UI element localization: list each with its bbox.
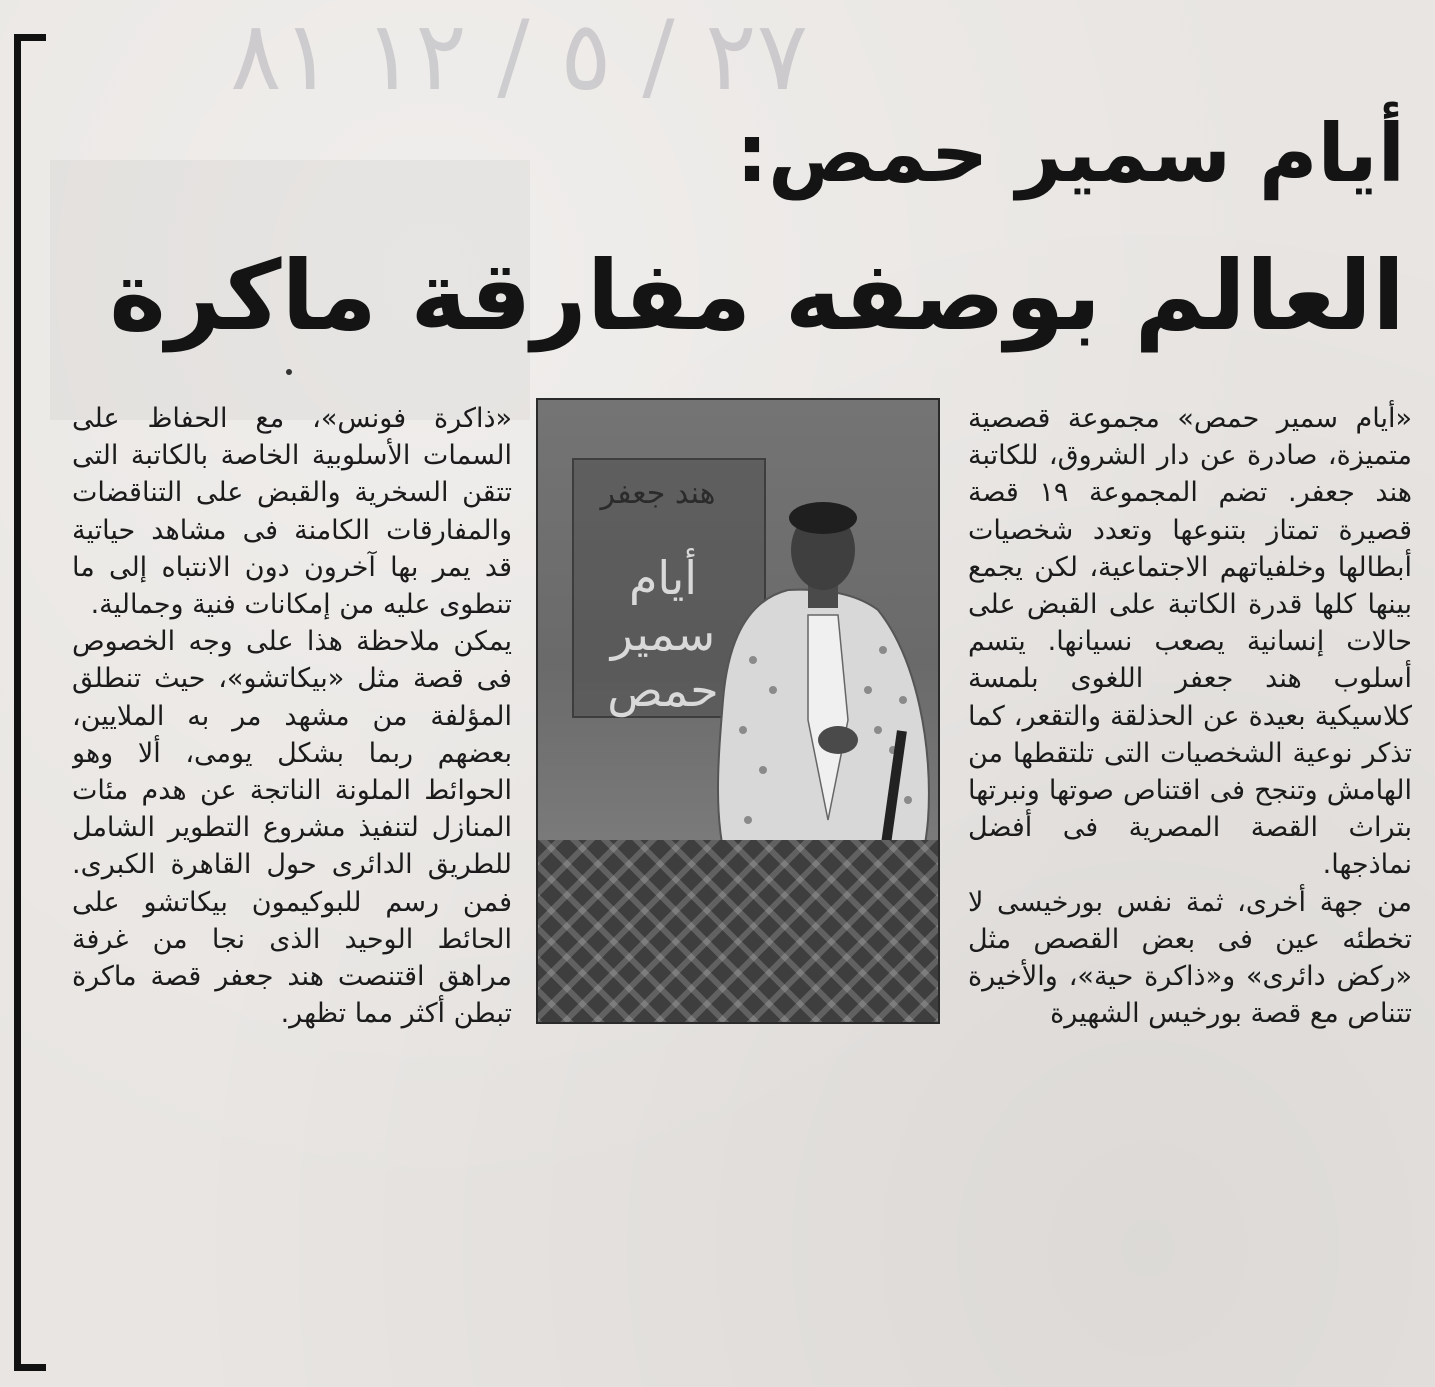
cover-author-name: هند جعفر [600, 476, 716, 511]
book-cover-image [536, 398, 940, 1024]
headline-line-1: أيام سمير حمص: [736, 107, 1405, 200]
article-paragraph: من جهة أخرى، ثمة نفس بورخيسى لا تخطئه عين فى بعض القصص مثل «ركض دائرى» و«ذاكرة حية»، والأخيرة تتناص مع قصة بورخيس الشهيرة [968, 886, 1412, 1030]
cover-title-line: سمير [610, 607, 716, 661]
cover-title-line: حمص [607, 663, 719, 717]
article-paragraph: «ذاكرة فونس»، مع الحفاظ على السمات الأسلوبية الخاصة بالكاتبة التى تتقن السخرية والقبض على التناقضات والمفارقات الكامنة فى مشاهد حياتية قد يمر بها آخرون دون الانتباه إلى ما تنطوى عليه من إمكانات فنية وجمالية. [72, 403, 512, 621]
cover-title-line: أيام [628, 551, 698, 605]
article-paragraph: «أيام سمير حمص» مجموعة قصصية متميزة، صادرة عن دار الشروق، للكاتبة هند جعفر. تضم المجموعة ١٩ قصة قصيرة تمتاز بتنوعها وتعدد شخصيات أبطالها وخلفياتهم الاجتماعية، لكن يجمع بينها كلها قدرة الكاتبة على القبض على حالات إنسانية يصعب نسيانها. يتسم أسلوب هند جعفر اللغوى بلمسة كلاسيكية بعيدة عن الحذلقة والتقعر، كما تذكر نوعية الشخصيات التى تلتقطها من الهامش وتنجح فى اقتناص صوتها ونبرتها بتراث القصة المصرية فى أفضل نماذجها. [968, 403, 1412, 881]
article-column-left [72, 400, 512, 1330]
article-column-right [968, 400, 1412, 1370]
column-bracket-border [14, 34, 46, 1371]
cover-star-pattern [538, 840, 938, 1024]
handwritten-date-note: ٢٧ / ٥ / ١٢ ٨١ [230, 0, 809, 110]
printed-dot [286, 369, 292, 375]
article-paragraph: يمكن ملاحظة هذا على وجه الخصوص فى قصة مثل «بيكاتشو»، حيث تنطلق المؤلفة من مشهد مر به الملايين، بعضهم ربما بشكل يومى، ألا وهو الحوائط الملونة الناتجة عن هدم مئات المنازل لتنفيذ مشروع التطوير الشامل للطريق الدائرى حول القاهرة الكبرى. فمن رسم للبوكيمون بيكاتشو على الحائط الوحيد الذى نجا من غرفة مراهق اقتنصت هند جعفر قصة ماكرة تبطن أكثر مما تظهر. [72, 626, 512, 1030]
headline-line-2: العالم بوصفه مفارقة ماكرة [109, 240, 1405, 352]
